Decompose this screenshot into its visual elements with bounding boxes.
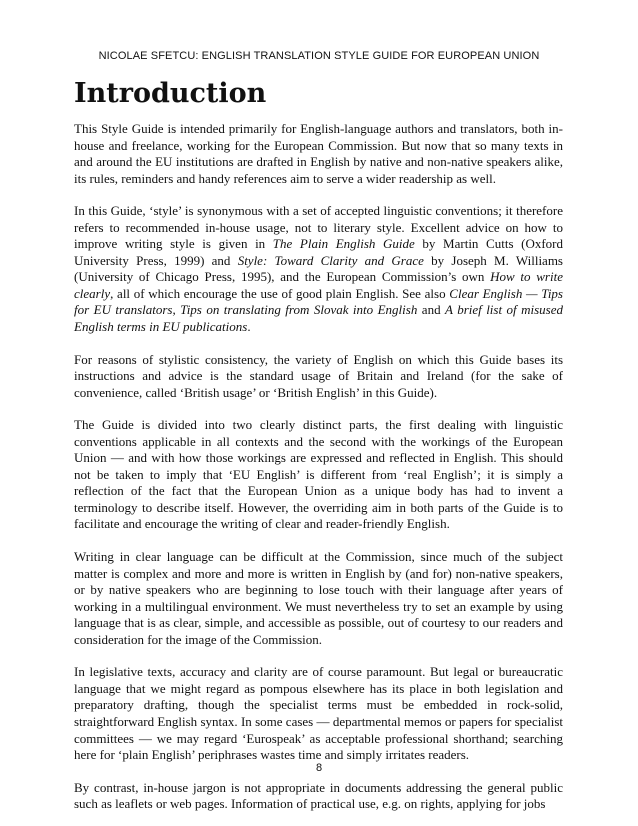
paragraph-text: Writing in clear language can be difficult at the Commission, since much of the subject matter is complex and more and more is written in English by (and for) non-native speakers, or by native speakers who are beginning to lose touch with their language after years of working in a multilingual environment. We must nevertheless try to set an example by using language that is as clear, simple, and accessible as possible, out of courtesy to our readers and consideration for the image of the Commission. [74, 549, 563, 647]
body-paragraph [74, 121, 563, 187]
body-paragraph [74, 203, 563, 335]
paragraph-text: By contrast, in-house jargon is not appropriate in documents addressing the general public such as leaflets or web pages. Information of practical use, e.g. on rights, applying for jobs [74, 779, 563, 812]
body-paragraph [74, 664, 563, 763]
italic-title-text: A brief list of misused English terms in EU publications [74, 302, 564, 335]
page-number: 8 [315, 762, 323, 774]
body-text [74, 121, 563, 813]
italic-title-text: Clear English — Tips for EU translators, Tips on translating from Slovak into English [74, 285, 563, 318]
italic-title-text: Style: Toward Clarity and Grace [237, 252, 424, 268]
paragraph-text: and [417, 302, 446, 318]
paragraph-text: , all of which encourage the use of good plain English. See also [110, 285, 450, 301]
italic-title-text: The Plain English Guide [272, 236, 415, 252]
page-title: Introduction [74, 78, 267, 109]
paragraph-text: by Joseph M. Williams (University of Chicago Press, 1995), and the European Commission’s own [74, 252, 563, 285]
paragraph-text: The Guide is divided into two clearly distinct parts, the first dealing with linguistic conventions applicable in all contexts and the second with the workings of the European Union — and with how those workings are expressed and reflected in English. This should not be taken to imply that ‘EU English’ is different from ‘real English’; it is simply a reflection of the fact that the European Union as a unique body has had to invent a terminology to describe itself. However, the overriding aim in both parts of the Guide is to facilitate and encourage the writing of clear and reader-friendly English. [74, 417, 563, 532]
paragraph-text: In this Guide, ‘style’ is synonymous with a set of accepted linguistic conventions; it therefore refers to recommended in-house usage, not to literary style. Excellent advice on how to improve writing style is given in [74, 203, 563, 252]
body-paragraph [74, 549, 563, 648]
paragraph-text: by Martin Cutts (Oxford University Press, 1999) and [74, 236, 563, 268]
body-paragraph [74, 352, 563, 402]
running-header: NICOLAE SFETCU: ENGLISH TRANSLATION STYLE GUIDE FOR EUROPEAN UNION [98, 50, 540, 62]
paragraph-text: For reasons of stylistic consistency, the variety of English on which this Guide bases its instructions and advice is the standard usage of Britain and Ireland (for the sake of convenience, called ‘British usage’ or ‘British English’ in this Guide). [74, 351, 563, 400]
body-paragraph [74, 417, 563, 533]
body-paragraph [74, 780, 563, 813]
paragraph-text: . [247, 319, 251, 335]
italic-title-text: How to write clearly [74, 269, 563, 301]
paragraph-text: In legislative texts, accuracy and clarity are of course paramount. But legal or bureaucratic language that we might regard as pompous elsewhere has its place in both legislation and preparatory drafting, though the specialist terms must be embedded in rock-solid, straightforward English syntax. In some cases — departmental memos or papers for specialist committees — we may regard ‘Eurospeak’ as acceptable professional shorthand; searching here for ‘plain English’ periphrases wastes time and simply irritates readers. [74, 664, 563, 763]
paragraph-text: This Style Guide is intended primarily for English-language authors and translators, both in-house and freelance, working for the European Commission. But now that so many texts in and around the EU institutions are drafted in English by native and non-native speakers alike, its rules, reminders and handy references aim to serve a wider readership as well. [74, 121, 563, 186]
